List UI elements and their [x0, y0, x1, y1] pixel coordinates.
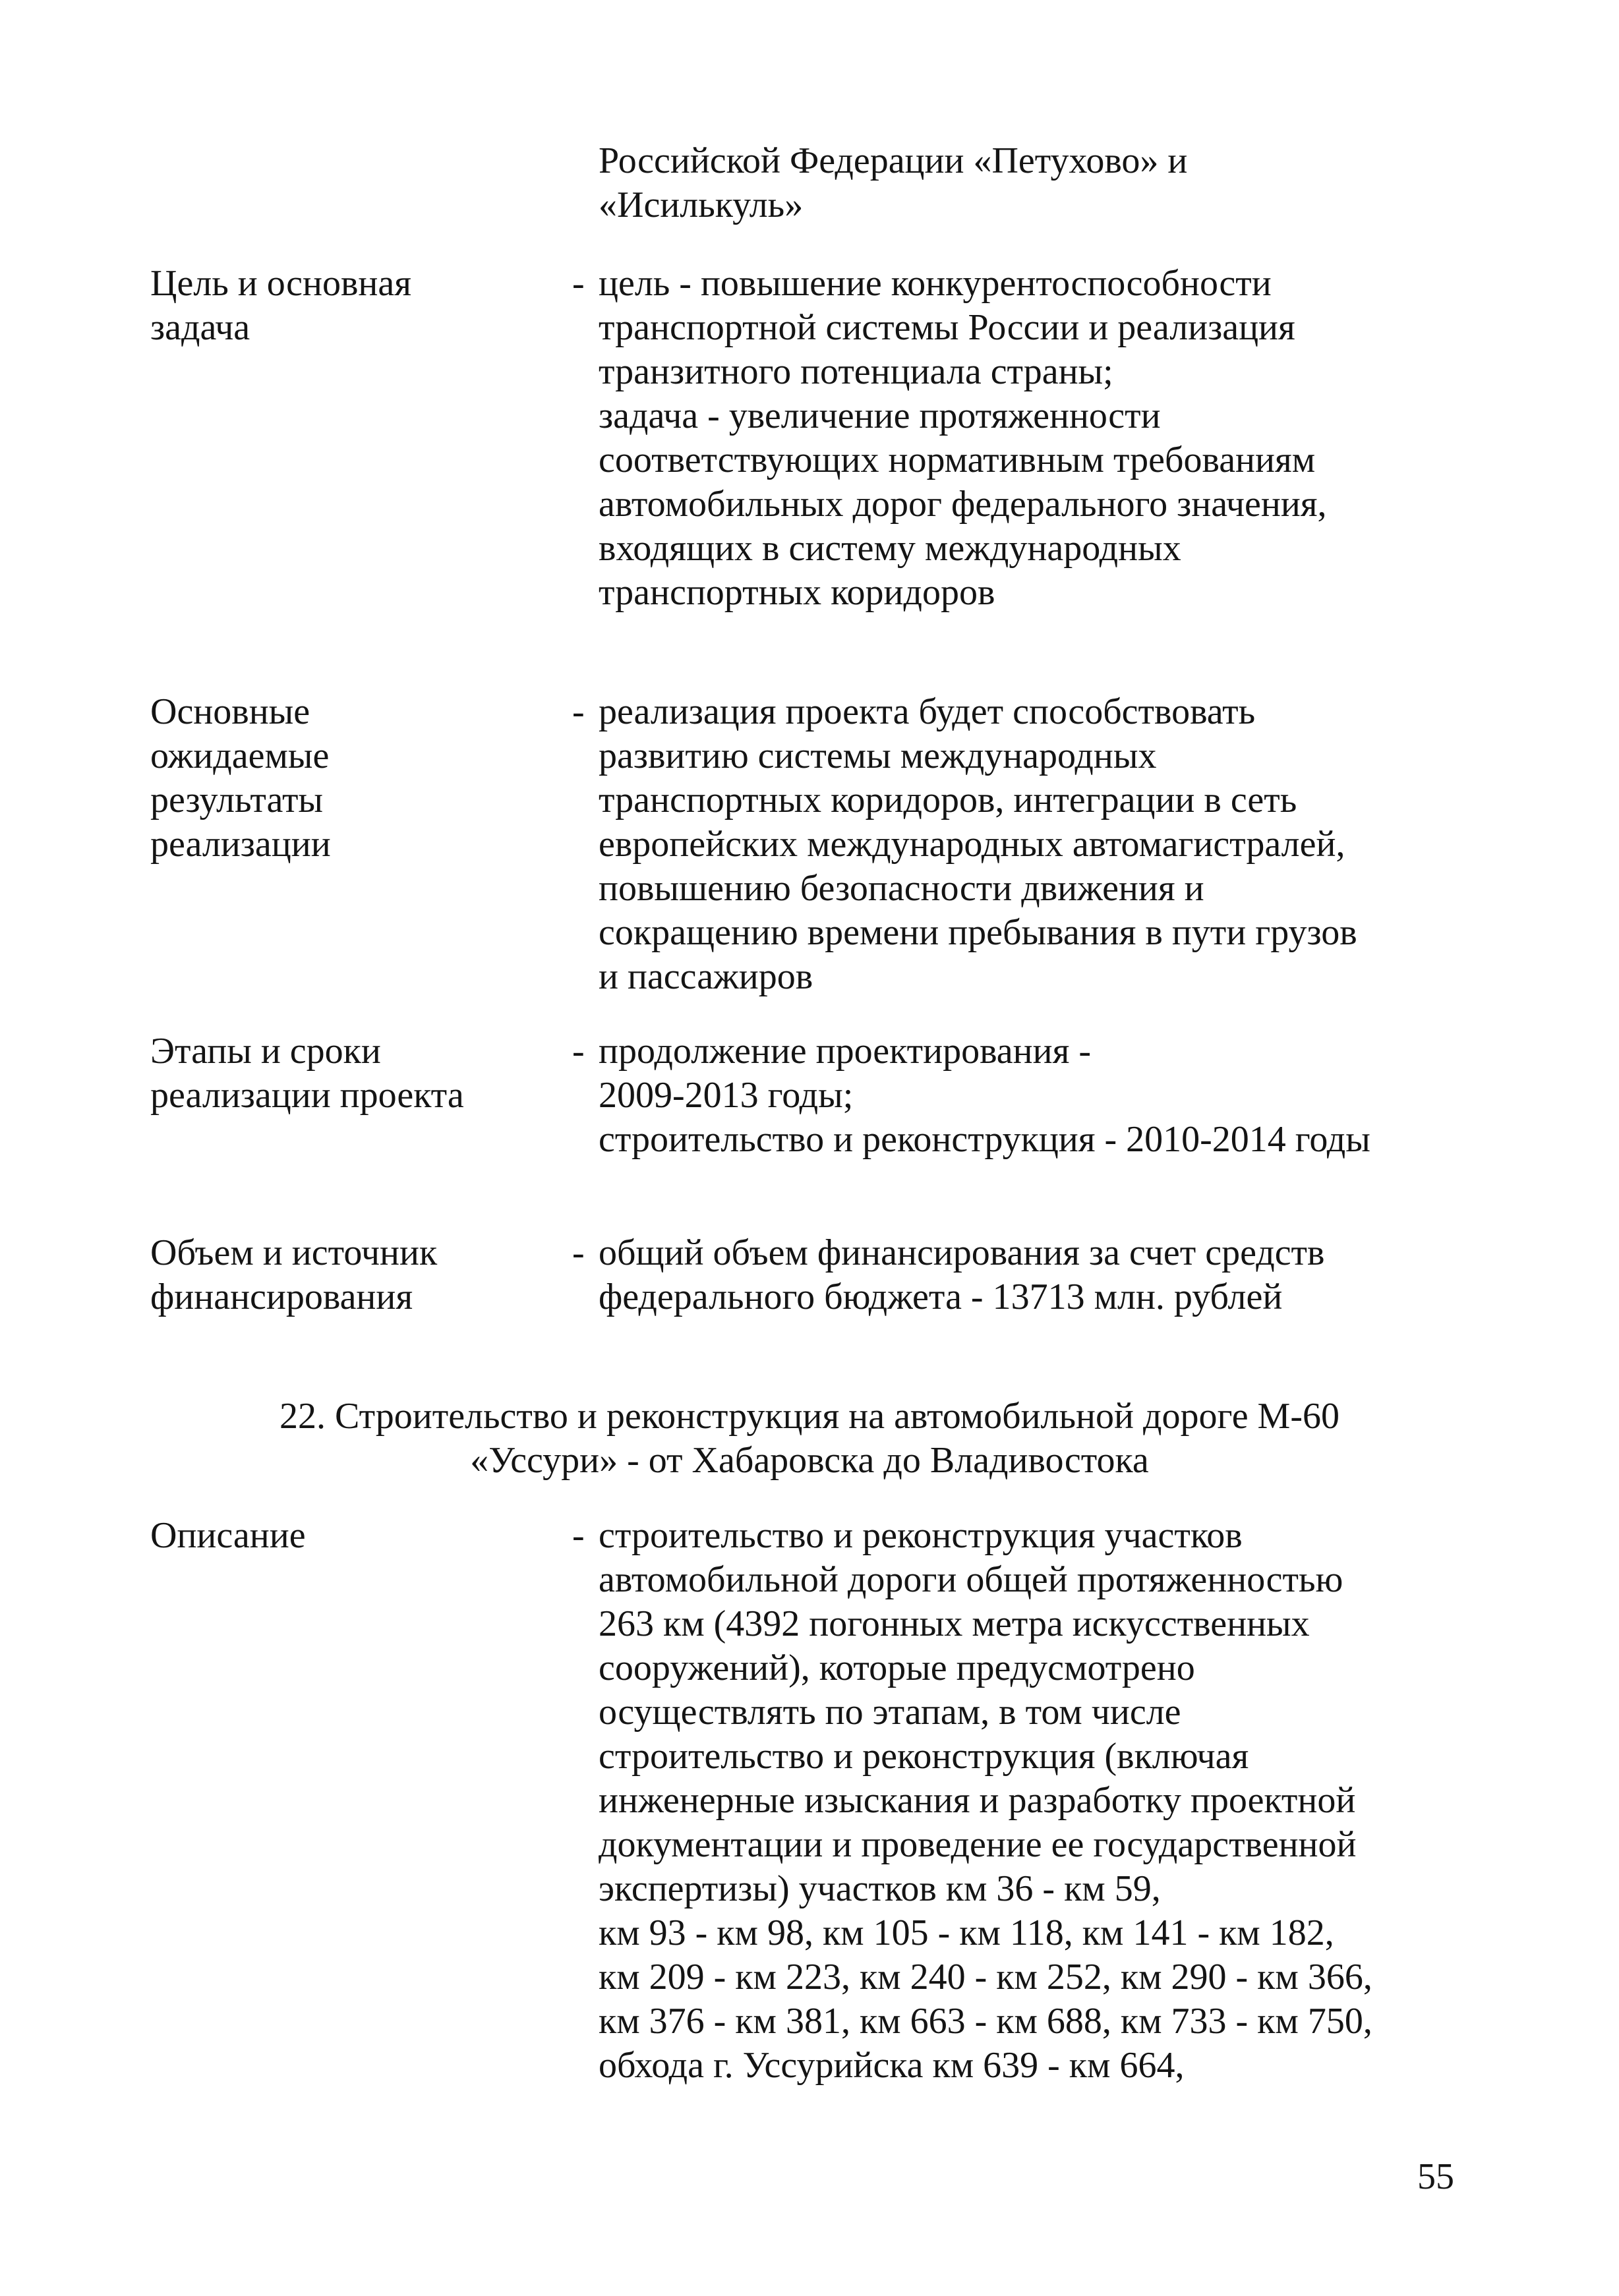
- section-dash: -: [572, 691, 585, 732]
- section-value-line: и пассажиров: [599, 956, 813, 997]
- section-label-goal: Цель и основная: [150, 263, 411, 304]
- section-dash: -: [572, 1232, 585, 1273]
- section-value-line: автомобильных дорог федерального значения,: [599, 484, 1327, 525]
- description-line: строительство и реконструкция (включая: [599, 1736, 1249, 1777]
- description-line: инженерные изыскания и разработку проектной: [599, 1780, 1356, 1821]
- section-value-line: общий объем финансирования за счет средств: [599, 1232, 1325, 1273]
- section-value-line: 2009-2013 годы;: [599, 1075, 854, 1116]
- section-label-funding: Объем и источник: [150, 1232, 438, 1273]
- description-line: сооружений), которые предусмотрено: [599, 1648, 1195, 1688]
- section-value-line: продолжение проектирования -: [599, 1031, 1091, 1072]
- project-heading: «Уссури» - от Хабаровска до Владивостока: [470, 1440, 1149, 1481]
- continuation-line: Российской Федерации «Петухово» и: [599, 140, 1188, 181]
- section-label-results: реализации: [150, 824, 331, 865]
- description-line: км 93 - км 98, км 105 - км 118, км 141 - км 182,: [599, 1912, 1334, 1953]
- section-value-line: соответствующих нормативным требованиям: [599, 440, 1316, 480]
- description-line: обхода г. Уссурийска км 639 - км 664,: [599, 2045, 1185, 2086]
- section-dash: -: [572, 1515, 585, 1556]
- project-heading: 22. Строительство и реконструкция на автомобильной дороге М-60: [279, 1396, 1339, 1437]
- description-line: 263 км (4392 погонных метра искусственных: [599, 1603, 1310, 1644]
- section-label-results: ожидаемые: [150, 735, 330, 776]
- description-line: км 376 - км 381, км 663 - км 688, км 733 - км 750,: [599, 2001, 1372, 2042]
- section-value-line: развитию системы международных: [599, 735, 1157, 776]
- page-number: 55: [1417, 2156, 1454, 2197]
- section-label-results: результаты: [150, 780, 324, 820]
- description-line: документации и проведение ее государственной: [599, 1824, 1357, 1865]
- section-value-line: транспортных коридоров: [599, 572, 995, 613]
- section-value-line: входящих в систему международных: [599, 528, 1181, 569]
- description-line: осуществлять по этапам, в том числе: [599, 1692, 1181, 1733]
- section-value-line: европейских международных автомагистралей,: [599, 824, 1345, 865]
- section-value-line: транзитного потенциала страны;: [599, 351, 1113, 392]
- continuation-line: «Исилькуль»: [599, 185, 804, 225]
- section-label-goal: задача: [150, 307, 250, 348]
- section-label-results: Основные: [150, 691, 310, 732]
- section-value-line: реализация проекта будет способствовать: [599, 691, 1256, 732]
- section-value-line: цель - повышение конкурентоспособности: [599, 263, 1272, 304]
- section-value-line: сокращению времени пребывания в пути грузов: [599, 912, 1357, 953]
- description-line: строительство и реконструкция участков: [599, 1515, 1243, 1556]
- description-line: автомобильной дороги общей протяженностью: [599, 1559, 1343, 1600]
- section-label-funding: финансирования: [150, 1277, 413, 1317]
- section-value-line: транспортных коридоров, интеграции в сеть: [599, 780, 1297, 820]
- description-line: км 209 - км 223, км 240 - км 252, км 290 - км 366,: [599, 1957, 1372, 1997]
- description-line: экспертизы) участков км 36 - км 59,: [599, 1868, 1161, 1909]
- section-dash: -: [572, 263, 585, 304]
- section-value-line: задача - увеличение протяженности: [599, 395, 1161, 436]
- section-value-line: транспортной системы России и реализация: [599, 307, 1295, 348]
- section-label-stages: Этапы и сроки: [150, 1031, 381, 1072]
- section-value-line: федерального бюджета - 13713 млн. рублей: [599, 1277, 1283, 1317]
- section-label-description: Описание: [150, 1515, 306, 1556]
- section-dash: -: [572, 1031, 585, 1072]
- section-value-line: повышению безопасности движения и: [599, 868, 1204, 909]
- section-value-line: строительство и реконструкция - 2010-2014 годы: [599, 1119, 1370, 1160]
- section-label-stages: реализации проекта: [150, 1075, 464, 1116]
